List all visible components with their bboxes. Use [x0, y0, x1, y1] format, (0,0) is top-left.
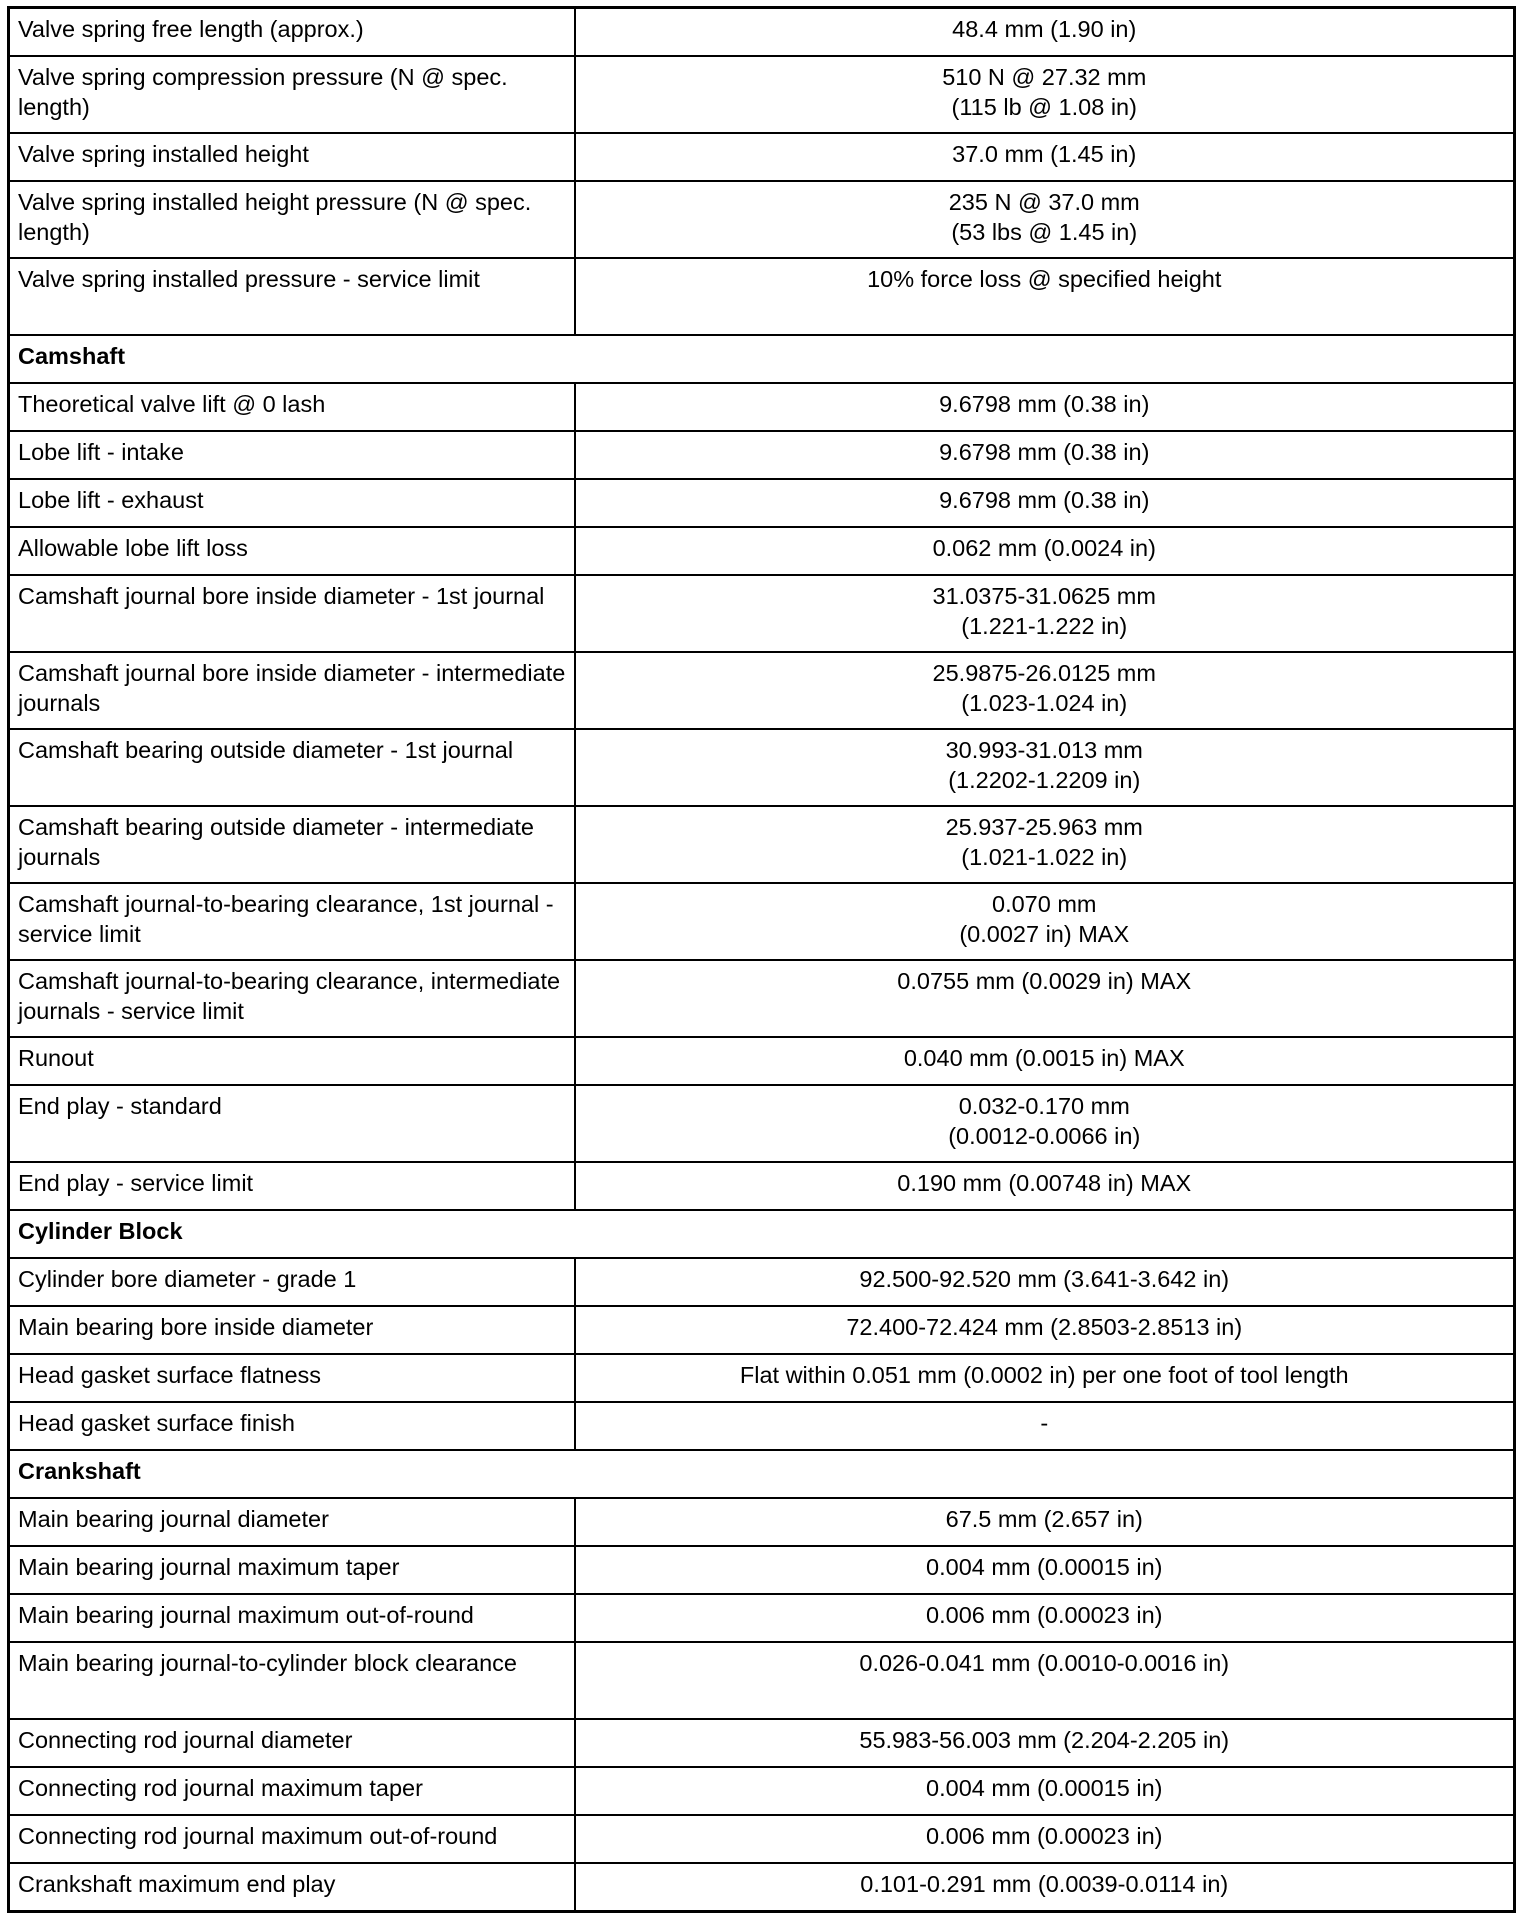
spec-value: 37.0 mm (1.45 in)	[575, 133, 1515, 181]
table-row	[9, 1767, 1515, 1815]
spec-value: 0.026-0.041 mm (0.0010-0.0016 in)	[575, 1642, 1515, 1719]
table-row	[9, 1258, 1515, 1306]
spec-value: 0.070 mm (0.0027 in) MAX	[575, 883, 1515, 960]
spec-label: Camshaft bearing outside diameter - 1st journal	[9, 729, 575, 806]
spec-label: Connecting rod journal diameter	[9, 1719, 575, 1767]
spec-table-body	[9, 8, 1515, 1912]
table-row	[9, 56, 1515, 133]
spec-label: Connecting rod journal maximum out-of-round	[9, 1815, 575, 1863]
table-row	[9, 575, 1515, 652]
engine-spec-table	[7, 6, 1516, 1913]
table-row	[9, 1594, 1515, 1642]
spec-label: End play - service limit	[9, 1162, 575, 1210]
spec-value: Flat within 0.051 mm (0.0002 in) per one foot of tool length	[575, 1354, 1515, 1402]
spec-label: Camshaft bearing outside diameter - intermediate journals	[9, 806, 575, 883]
spec-label: Valve spring installed height	[9, 133, 575, 181]
table-row	[9, 479, 1515, 527]
table-row	[9, 258, 1515, 335]
table-row	[9, 1546, 1515, 1594]
spec-value: 31.0375-31.0625 mm (1.221-1.222 in)	[575, 575, 1515, 652]
table-row	[9, 1085, 1515, 1162]
spec-value: 48.4 mm (1.90 in)	[575, 8, 1515, 57]
table-row	[9, 431, 1515, 479]
spec-label: Valve spring installed pressure - service limit	[9, 258, 575, 335]
spec-label: Head gasket surface finish	[9, 1402, 575, 1450]
spec-label: Allowable lobe lift loss	[9, 527, 575, 575]
table-row	[9, 383, 1515, 431]
spec-value: 92.500-92.520 mm (3.641-3.642 in)	[575, 1258, 1515, 1306]
spec-label: Main bearing journal-to-cylinder block clearance	[9, 1642, 575, 1719]
spec-label: Camshaft journal-to-bearing clearance, 1st journal - service limit	[9, 883, 575, 960]
spec-value: 0.062 mm (0.0024 in)	[575, 527, 1515, 575]
table-row	[9, 1642, 1515, 1719]
table-row	[9, 1306, 1515, 1354]
spec-value: 25.937-25.963 mm (1.021-1.022 in)	[575, 806, 1515, 883]
spec-value: 30.993-31.013 mm (1.2202-1.2209 in)	[575, 729, 1515, 806]
spec-value: 9.6798 mm (0.38 in)	[575, 479, 1515, 527]
spec-label: Camshaft journal bore inside diameter - 1st journal	[9, 575, 575, 652]
spec-value: 0.006 mm (0.00023 in)	[575, 1815, 1515, 1863]
spec-label: Lobe lift - exhaust	[9, 479, 575, 527]
section-title: Camshaft	[9, 335, 1515, 383]
spec-value: 25.9875-26.0125 mm (1.023-1.024 in)	[575, 652, 1515, 729]
table-row	[9, 1719, 1515, 1767]
table-row	[9, 1815, 1515, 1863]
table-row	[9, 652, 1515, 729]
spec-label: Head gasket surface flatness	[9, 1354, 575, 1402]
spec-value: 0.0755 mm (0.0029 in) MAX	[575, 960, 1515, 1037]
table-row	[9, 527, 1515, 575]
spec-label: End play - standard	[9, 1085, 575, 1162]
spec-value: 235 N @ 37.0 mm (53 lbs @ 1.45 in)	[575, 181, 1515, 258]
spec-label: Valve spring free length (approx.)	[9, 8, 575, 57]
spec-label: Camshaft journal bore inside diameter - intermediate journals	[9, 652, 575, 729]
table-row	[9, 729, 1515, 806]
spec-label: Main bearing bore inside diameter	[9, 1306, 575, 1354]
section-header-row	[9, 1450, 1515, 1498]
spec-label: Lobe lift - intake	[9, 431, 575, 479]
spec-value: 9.6798 mm (0.38 in)	[575, 431, 1515, 479]
spec-label: Main bearing journal maximum taper	[9, 1546, 575, 1594]
spec-value: 55.983-56.003 mm (2.204-2.205 in)	[575, 1719, 1515, 1767]
table-row	[9, 133, 1515, 181]
spec-value: 9.6798 mm (0.38 in)	[575, 383, 1515, 431]
table-row	[9, 8, 1515, 57]
table-row	[9, 806, 1515, 883]
table-row	[9, 1402, 1515, 1450]
spec-label: Cylinder bore diameter - grade 1	[9, 1258, 575, 1306]
spec-label: Valve spring compression pressure (N @ spec. length)	[9, 56, 575, 133]
table-row	[9, 960, 1515, 1037]
spec-value: 0.101-0.291 mm (0.0039-0.0114 in)	[575, 1863, 1515, 1912]
spec-value: 10% force loss @ specified height	[575, 258, 1515, 335]
spec-value: 0.040 mm (0.0015 in) MAX	[575, 1037, 1515, 1085]
spec-label: Main bearing journal diameter	[9, 1498, 575, 1546]
spec-value: 0.006 mm (0.00023 in)	[575, 1594, 1515, 1642]
spec-label: Connecting rod journal maximum taper	[9, 1767, 575, 1815]
section-title: Cylinder Block	[9, 1210, 1515, 1258]
section-header-row	[9, 335, 1515, 383]
table-row	[9, 883, 1515, 960]
table-row	[9, 1037, 1515, 1085]
spec-value: 0.032-0.170 mm (0.0012-0.0066 in)	[575, 1085, 1515, 1162]
table-row	[9, 1162, 1515, 1210]
spec-label: Camshaft journal-to-bearing clearance, intermediate journals - service limit	[9, 960, 575, 1037]
spec-value: 0.190 mm (0.00748 in) MAX	[575, 1162, 1515, 1210]
table-row	[9, 181, 1515, 258]
table-row	[9, 1863, 1515, 1912]
spec-label: Main bearing journal maximum out-of-round	[9, 1594, 575, 1642]
spec-value: -	[575, 1402, 1515, 1450]
section-header-row	[9, 1210, 1515, 1258]
spec-label: Theoretical valve lift @ 0 lash	[9, 383, 575, 431]
spec-value: 72.400-72.424 mm (2.8503-2.8513 in)	[575, 1306, 1515, 1354]
spec-value: 67.5 mm (2.657 in)	[575, 1498, 1515, 1546]
spec-label: Crankshaft maximum end play	[9, 1863, 575, 1912]
spec-table-container	[7, 6, 1513, 1913]
spec-value: 0.004 mm (0.00015 in)	[575, 1767, 1515, 1815]
table-row	[9, 1498, 1515, 1546]
spec-value: 510 N @ 27.32 mm (115 lb @ 1.08 in)	[575, 56, 1515, 133]
table-row	[9, 1354, 1515, 1402]
spec-label: Runout	[9, 1037, 575, 1085]
spec-label: Valve spring installed height pressure (N @ spec. length)	[9, 181, 575, 258]
spec-value: 0.004 mm (0.00015 in)	[575, 1546, 1515, 1594]
section-title: Crankshaft	[9, 1450, 1515, 1498]
